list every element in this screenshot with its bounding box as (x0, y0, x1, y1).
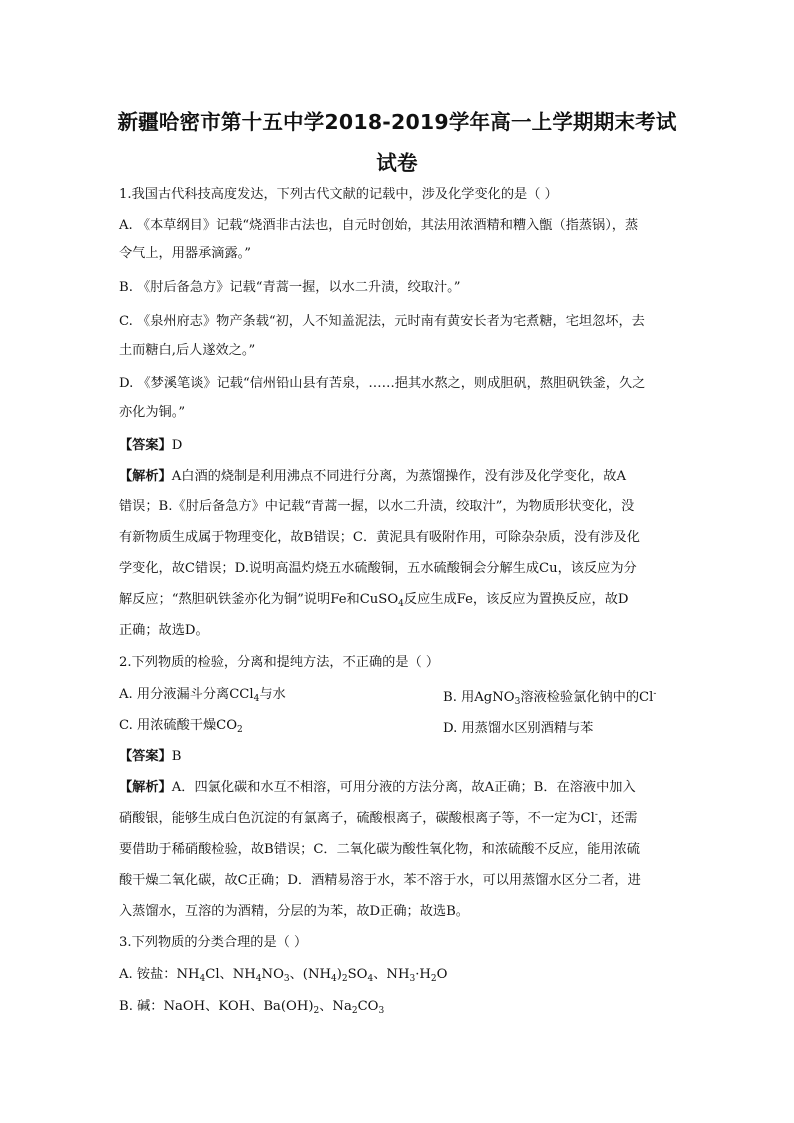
q2-analysis-line3: 要借助于稀硝酸检验，故B错误；C．二氧化碳为酸性氧化物，和浓硫酸不反应，能用浓硫 (119, 842, 640, 857)
q2-analysis-line2: 硝酸银，能够生成白色沉淀的有氯离子，硫酸根离子，碳酸根离子等，不一定为Cl-，还需 (119, 810, 638, 826)
q1-option-b: B. 《肘后备急方》记载“青蒿一握，以水二升渍，绞取汁。” (119, 280, 461, 295)
q3-stem: 3.下列物质的分类合理的是（ ） (119, 935, 308, 950)
answer-label: 【答案】 (119, 438, 172, 453)
exam-title-line2: 试卷 (376, 151, 418, 175)
q2-option-d: D. 用蒸馏水区别酒精与苯 (443, 721, 594, 736)
q1-answer (119, 437, 675, 455)
answer-label: 【答案】 (119, 749, 172, 764)
exam-title-line1: 新疆哈密市第十五中学2018-2019学年高一上学期期末考试 (117, 110, 677, 134)
q3-option-b: B. 碱：NaOH、KOH、$Ba(OH)_2$、$Na_2CO_3$ (119, 999, 385, 1016)
q2-stem: 2.下列物质的检验，分离和提纯方法，不正确的是（ ） (119, 655, 440, 670)
q3-option-a: A. 铵盐：$NH_4Cl$、$NH_4NO_3$、$(NH_4)_2SO_4$、$NH_3\cdot H_2O$ (119, 967, 448, 984)
q1-stem: 1.我国古代科技高度发达，下列古代文献的记载中，涉及化学变化的是（ ） (119, 187, 558, 202)
answer-value: B (171, 749, 182, 764)
q2-option-c: C. 用浓硫酸干燥$CO_2$ (119, 718, 243, 735)
q2-analysis-line4: 酸干燥二氧化碳，故C正确；D．酒精易溶于水，苯不溶于水，可以用蒸馏水区分二者，进 (119, 873, 641, 888)
q1-option-c-line1: C. 《泉州府志》物产条载“初，人不知盖泥法，元时南有黄安长者为宅煮糖，宅坦忽坏，去 (119, 314, 645, 329)
q1-analysis-line1: 【解析】A白酒的烧制是利用沸点不同进行分离，为蒸馏操作，没有涉及化学变化，故A (119, 469, 626, 484)
q2-analysis-line5: 入蒸馏水，互溶的为酒精，分层的为苯，故D正确；故选B。 (119, 904, 469, 919)
q2-option-b: B. 用AgNO$_3$溶液检验氯化钠中的Cl- (443, 689, 657, 707)
q1-option-a-line1: A. 《本草纲目》记载“烧酒非古法也，自元时创始，其法用浓酒精和糟入甑（指蒸锅），蒸 (119, 218, 639, 233)
q1-option-c-line2: 土而糖白,后人遂效之。” (119, 343, 256, 358)
q2-option-a: A. 用分液漏斗分离CCl$_4$与水 (119, 687, 286, 704)
q1-analysis-line5: 解反应；“熬胆矾铁釜亦化为铜”说明Fe和CuSO$_4$反应生成Fe，该反应为置换反应，故D (119, 592, 629, 609)
q1-analysis-line6: 正确；故选D。 (119, 623, 209, 638)
q1-analysis-line3: 有新物质生成属于物理变化，故B错误；C．黄泥具有吸附作用，可除杂杂质，没有涉及化 (119, 530, 640, 545)
q1-analysis-line4: 学变化，故C错误；D.说明高温灼烧五水硫酸铜，五水硫酸铜会分解生成Cu，该反应为分 (119, 561, 637, 576)
q2-analysis-line1: 【解析】A．四氯化碳和水互不相溶，可用分液的方法分离，故A正确；B．在溶液中加入 (119, 780, 636, 795)
q1-option-a-line2: 令气上，用器承滴露。” (119, 246, 252, 261)
q1-option-d-line1: D. 《梦溪笔谈》记载“信州铅山县有苦泉，……挹其水熬之，则成胆矾，熬胆矾铁釜，久之 (119, 376, 646, 391)
q1-analysis-line2: 错误；B.《肘后备急方》中记载“青蒿一握，以水二升渍，绞取汁”，为物质形状变化，没 (119, 499, 635, 514)
q1-option-d-line2: 亦化为铜。” (119, 405, 186, 420)
analysis-label: 【解析】 (119, 780, 172, 795)
analysis-label: 【解析】 (119, 469, 172, 484)
answer-value: D (171, 438, 183, 453)
q2-answer (119, 748, 675, 766)
